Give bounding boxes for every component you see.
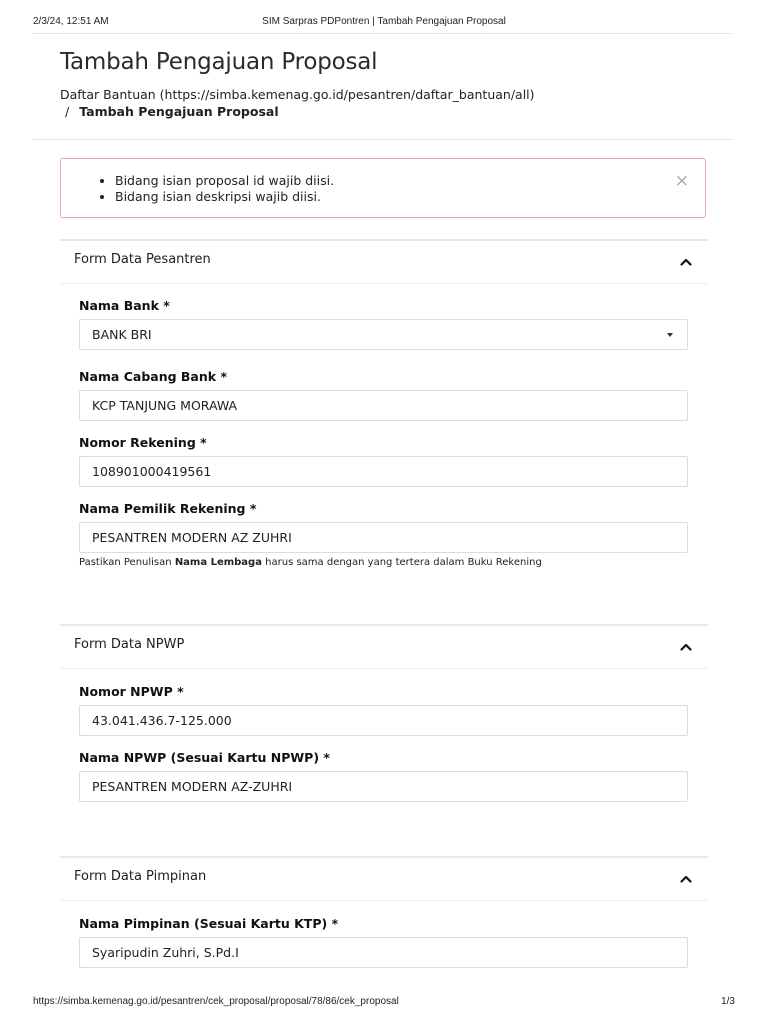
npwp-name-input[interactable]: PESANTREN MODERN AZ-ZUHRI bbox=[79, 771, 688, 802]
required-mark: * bbox=[323, 750, 330, 765]
section-title: Form Data Pimpinan bbox=[74, 869, 207, 884]
label-text: Nama Pimpinan (Sesuai Kartu KTP) bbox=[79, 916, 328, 931]
label-text: Nama NPWP (Sesuai Kartu NPWP) bbox=[79, 750, 320, 765]
section-form-data-npwp bbox=[60, 624, 708, 854]
label-nama-pemilik-rekening bbox=[79, 501, 256, 516]
validation-alert bbox=[60, 158, 706, 218]
section-title: Form Data Pesantren bbox=[74, 252, 211, 267]
section-form-data-pesantren bbox=[60, 239, 708, 619]
label-nama-npwp bbox=[79, 750, 330, 765]
required-mark: * bbox=[177, 684, 184, 699]
alert-message: • Bidang isian deskripsi wajib diisi. bbox=[115, 189, 334, 205]
breadcrumb-current bbox=[60, 103, 535, 120]
close-icon[interactable]: × bbox=[674, 171, 689, 191]
required-mark: * bbox=[249, 501, 257, 516]
header-divider bbox=[33, 139, 732, 140]
breadcrumb-separator: / bbox=[65, 104, 70, 119]
required-mark: * bbox=[331, 916, 339, 931]
helper-text-after: harus sama dengan yang tertera dalam Buku Rekening bbox=[265, 557, 542, 568]
label-nomor-rekening bbox=[79, 435, 207, 450]
section-header-npwp[interactable] bbox=[60, 626, 708, 669]
npwp-number-input[interactable]: 43.041.436.7-125.000 bbox=[79, 705, 688, 736]
top-divider bbox=[33, 33, 732, 34]
print-url: https://simba.kemenag.go.id/pesantren/cek_proposal/proposal/78/86/cek_proposal bbox=[33, 996, 399, 1007]
breadcrumb bbox=[60, 86, 535, 120]
label-text: Nama Bank bbox=[79, 298, 159, 313]
breadcrumb-current-label: Tambah Pengajuan Proposal bbox=[79, 104, 279, 119]
required-mark: * bbox=[200, 435, 207, 450]
alert-message: • Bidang isian proposal id wajib diisi. bbox=[115, 173, 334, 189]
account-owner-helper bbox=[79, 557, 542, 568]
print-footer bbox=[33, 996, 735, 1010]
helper-text-before: Pastikan Penulisan bbox=[79, 557, 172, 568]
print-datetime: 2/3/24, 12:51 AM bbox=[33, 16, 109, 27]
breadcrumb-link-daftar-bantuan[interactable]: Daftar Bantuan (https://simba.kemenag.go.id/pesantren/daftar_bantuan/all) bbox=[60, 87, 535, 102]
chevron-up-icon[interactable] bbox=[678, 639, 694, 655]
page-title: Tambah Pengajuan Proposal bbox=[60, 49, 378, 75]
label-nama-cabang-bank bbox=[79, 369, 227, 384]
branch-bank-input[interactable]: KCP TANJUNG MORAWA bbox=[79, 390, 688, 421]
section-header-pimpinan[interactable] bbox=[60, 858, 708, 901]
label-nama-pimpinan bbox=[79, 916, 338, 931]
bank-select[interactable] bbox=[79, 319, 688, 350]
print-page-number: 1/3 bbox=[721, 996, 735, 1007]
required-mark: * bbox=[220, 369, 227, 384]
account-owner-input[interactable]: PESANTREN MODERN AZ ZUHRI bbox=[79, 522, 688, 553]
section-title: Form Data NPWP bbox=[74, 637, 185, 652]
bank-select-value: BANK BRI bbox=[92, 327, 152, 342]
section-header-pesantren[interactable] bbox=[60, 241, 708, 284]
section-form-data-pimpinan bbox=[60, 856, 708, 986]
required-mark: * bbox=[163, 298, 170, 313]
label-text: Nomor Rekening bbox=[79, 435, 196, 450]
chevron-up-icon[interactable] bbox=[678, 254, 694, 270]
account-number-input[interactable]: 108901000419561 bbox=[79, 456, 688, 487]
label-nomor-npwp bbox=[79, 684, 184, 699]
helper-text-bold: Nama Lembaga bbox=[174, 557, 262, 568]
print-document-title: SIM Sarpras PDPontren | Tambah Pengajuan Proposal bbox=[262, 16, 506, 27]
label-nama-bank bbox=[79, 298, 170, 313]
label-text: Nomor NPWP bbox=[79, 684, 173, 699]
label-text: Nama Pemilik Rekening bbox=[79, 501, 246, 516]
label-text: Nama Cabang Bank bbox=[79, 369, 217, 384]
print-header bbox=[33, 16, 735, 30]
alert-message-list bbox=[115, 173, 334, 205]
caret-down-icon bbox=[667, 333, 673, 337]
leader-name-input[interactable]: Syaripudin Zuhri, S.Pd.I bbox=[79, 937, 688, 968]
chevron-up-icon[interactable] bbox=[678, 871, 694, 887]
